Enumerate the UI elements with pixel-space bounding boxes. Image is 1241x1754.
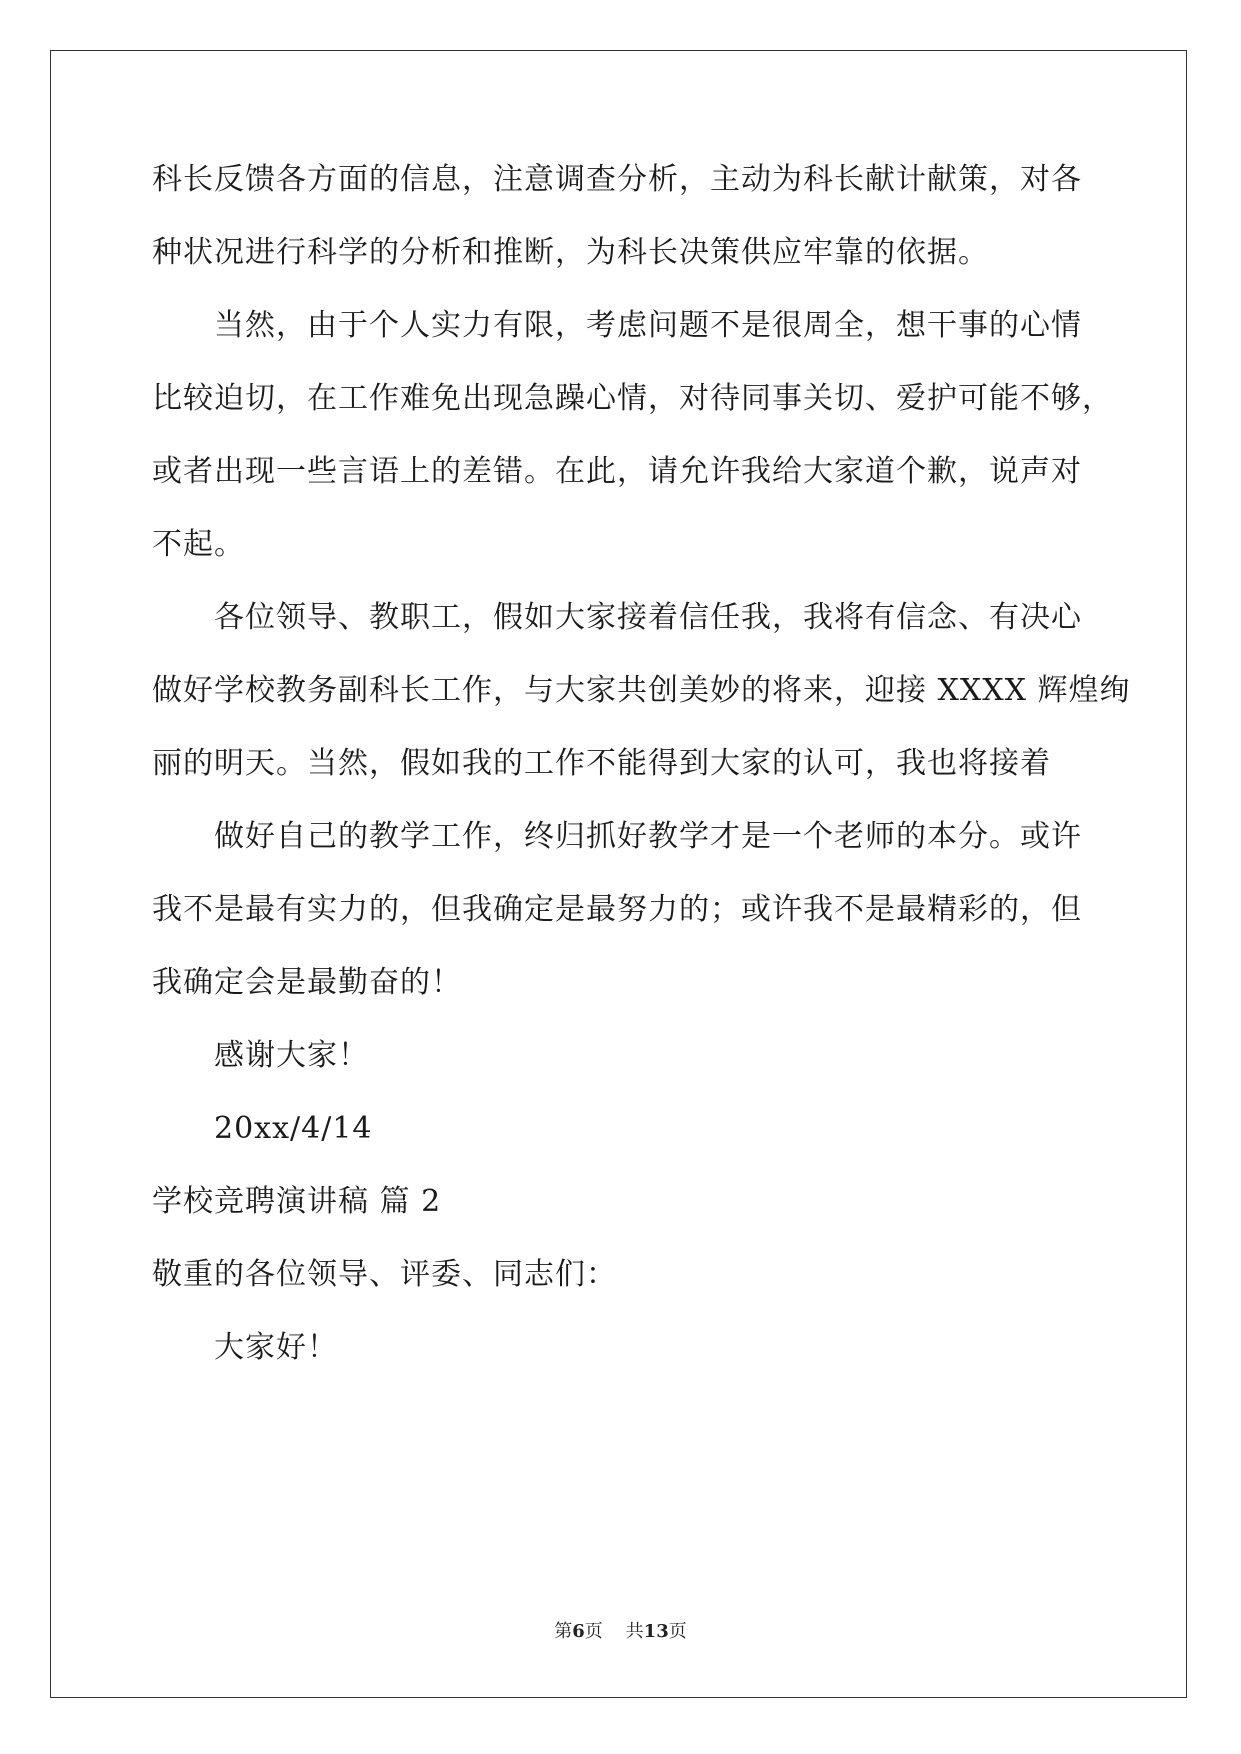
body-line: 感谢大家！ <box>214 1038 369 1073</box>
body-line: 丽的明天。当然，假如我的工作不能得到大家的认可，我也将接着 <box>152 746 1051 781</box>
footer-prefix: 第 <box>554 1621 573 1642</box>
salutation: 敬重的各位领导、评委、同志们： <box>152 1257 617 1292</box>
footer-total-pages: 13 <box>643 1621 669 1642</box>
body-line: 各位领导、教职工，假如大家接着信任我，我将有信念、有决心 <box>214 600 1082 635</box>
body-line: 做好学校教务副科长工作，与大家共创美妙的将来，迎接 XXXX 辉煌绚 <box>152 673 1131 708</box>
body-line: 做好自己的教学工作，终归抓好教学才是一个老师的本分。或许 <box>214 819 1082 854</box>
body-line: 科长反馈各方面的信息，注意调查分析，主动为科长献计献策，对各 <box>152 162 1082 197</box>
body-line: 或者出现一些言语上的差错。在此，请允许我给大家道个歉，说声对 <box>152 454 1082 489</box>
body-line: 不起。 <box>152 527 245 562</box>
greeting: 大家好！ <box>214 1330 338 1365</box>
body-line: 当然，由于个人实力有限，考虑问题不是很周全，想干事的心情 <box>214 308 1082 343</box>
body-line: 比较迫切，在工作难免出现急躁心情，对待同事关切、爱护可能不够， <box>152 381 1113 416</box>
footer-total-prefix: 共 <box>625 1621 644 1642</box>
footer-page-suffix: 页 <box>584 1621 603 1642</box>
body-line: 我确定会是最勤奋的！ <box>152 965 462 1000</box>
section-heading: 学校竞聘演讲稿 篇 2 <box>152 1184 442 1219</box>
footer-page-number: 6 <box>572 1621 585 1642</box>
page-border <box>50 50 1187 1698</box>
date-line: 20xx/4/14 <box>214 1111 373 1146</box>
page-footer <box>0 1620 1241 1644</box>
body-line: 我不是最有实力的，但我确定是最努力的；或许我不是最精彩的，但 <box>152 892 1082 927</box>
footer-total-suffix: 页 <box>668 1621 687 1642</box>
body-line: 种状况进行科学的分析和推断，为科长决策供应牢靠的依据。 <box>152 235 989 270</box>
